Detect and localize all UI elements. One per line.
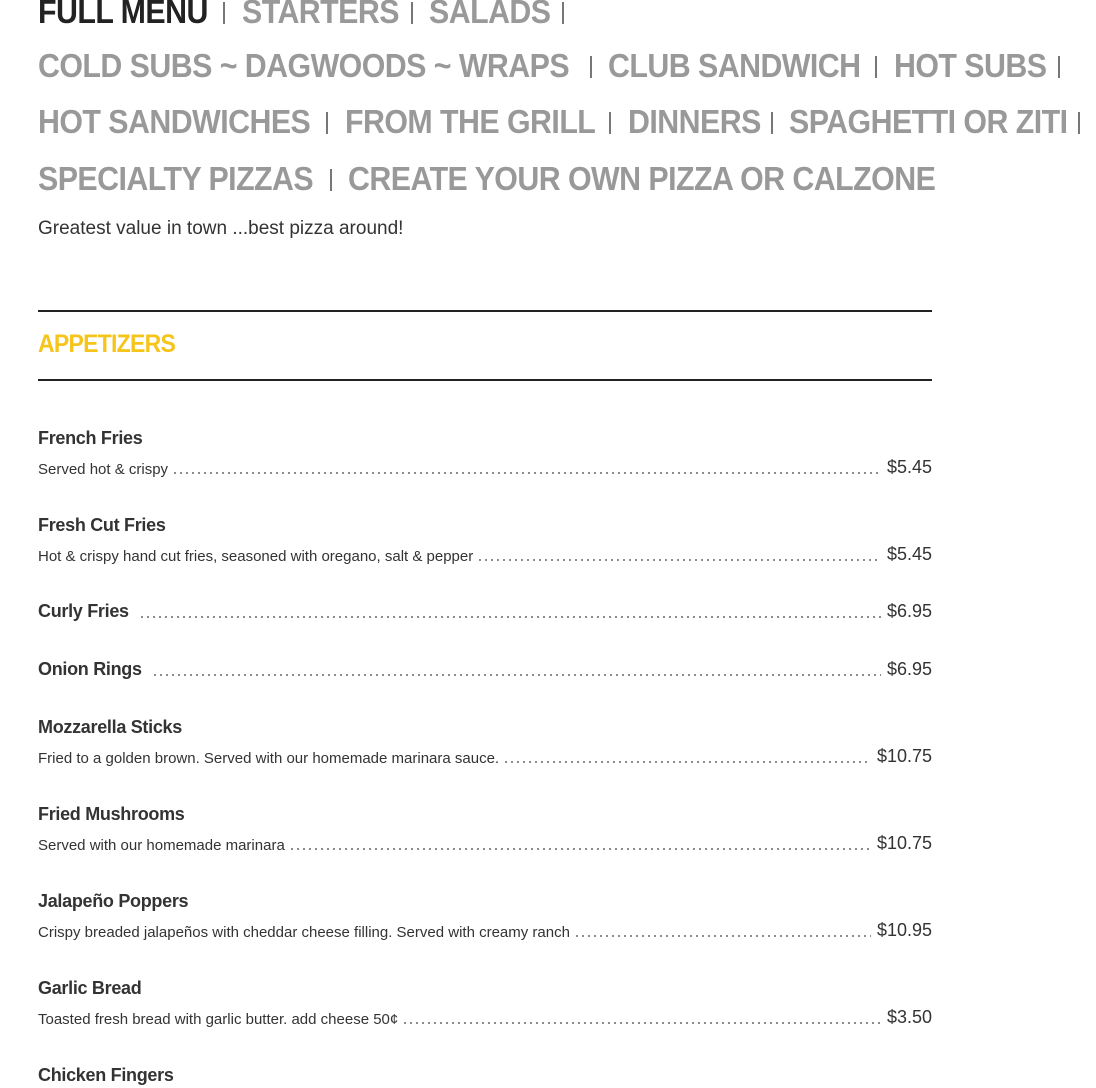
dot-leader [503, 761, 871, 763]
section-title: APPETIZERS [38, 330, 176, 358]
nav-salads[interactable]: SALADS [429, 0, 551, 30]
menu-item-name: Jalapeño Poppers [38, 891, 189, 911]
dot-leader [477, 559, 881, 561]
dot-leader [172, 472, 881, 474]
nav-hot-sandwiches[interactable]: HOT SANDWICHES [38, 103, 311, 140]
menu-item-name: Chicken Fingers [38, 1065, 174, 1085]
nav-separator [875, 56, 877, 78]
nav-separator [1058, 56, 1060, 78]
nav-full-menu[interactable]: FULL MENU [38, 0, 208, 30]
menu-item-name: Curly Fries [38, 601, 129, 621]
menu-item-name: Fresh Cut Fries [38, 515, 166, 535]
menu-item-name: Mozzarella Sticks [38, 717, 182, 737]
menu-item-row [38, 919, 932, 941]
menu-item-price: $10.95 [876, 920, 932, 940]
nav-separator [330, 169, 332, 191]
dot-leader [574, 935, 871, 937]
category-nav-line-2 [38, 44, 1060, 88]
nav-separator [609, 112, 611, 134]
dot-leader [402, 1022, 881, 1024]
menu-item-desc: Fried to a golden brown. Served with our homemade marinara sauce. [38, 750, 500, 767]
nav-separator [771, 112, 773, 134]
nav-club-sandwich[interactable]: CLUB SANDWICH [608, 47, 861, 84]
menu-item-price: $3.50 [886, 1007, 932, 1027]
nav-from-the-grill[interactable]: FROM THE GRILL [344, 103, 596, 140]
dot-leader [139, 616, 881, 618]
menu-item-row [38, 658, 932, 680]
nav-separator [411, 2, 413, 24]
nav-create-your-own[interactable]: CREATE YOUR OWN PIZZA OR CALZONE [347, 160, 936, 197]
menu-item-name: Garlic Bread [38, 978, 142, 998]
nav-specialty-pizzas[interactable]: SPECIALTY PIZZAS [38, 160, 314, 197]
menu-item-desc: Toasted fresh bread with garlic butter. add cheese 50¢ [38, 1011, 399, 1028]
menu-item-name: Onion Rings [38, 659, 142, 679]
menu-item-desc: Served with our homemade marinara [38, 837, 285, 854]
dot-leader [289, 848, 871, 850]
menu-item-name: French Fries [38, 428, 143, 448]
category-nav-line-3 [38, 100, 1080, 144]
nav-spaghetti-or-ziti[interactable]: SPAGHETTI OR ZITI [789, 103, 1068, 140]
category-nav-line-1 [38, 0, 564, 34]
nav-starters[interactable]: STARTERS [241, 0, 399, 30]
menu-item-row [38, 543, 932, 565]
menu-item-row [38, 832, 932, 854]
menu-item-price: $10.75 [876, 833, 932, 853]
nav-separator [223, 2, 225, 24]
menu-item-desc: Crispy breaded jalapeños with cheddar cheese filling. Served with creamy ranch [38, 924, 570, 941]
category-nav-line-4 [38, 157, 986, 201]
nav-dinners[interactable]: DINNERS [627, 103, 761, 140]
dot-leader [152, 674, 881, 676]
menu-item-price: $5.45 [886, 544, 932, 564]
menu-item-price: $6.95 [886, 659, 932, 679]
section-divider-bottom [38, 379, 932, 381]
menu-item-row [38, 600, 932, 622]
section-divider-top [38, 310, 932, 312]
tagline: Greatest value in town ...best pizza around! [38, 218, 404, 239]
nav-hot-subs[interactable]: HOT SUBS [893, 47, 1047, 84]
menu-item-row [38, 1006, 932, 1028]
menu-item-price: $5.45 [886, 457, 932, 477]
menu-item-desc: Served hot & crispy [38, 461, 169, 478]
nav-separator [562, 2, 564, 24]
menu-item-price: $10.75 [876, 746, 932, 766]
nav-separator [326, 112, 328, 134]
menu-item-row [38, 456, 932, 478]
menu-item-desc: Hot & crispy hand cut fries, seasoned with oregano, salt & pepper [38, 548, 474, 565]
nav-separator [1078, 112, 1080, 134]
menu-item-price: $6.95 [886, 601, 932, 621]
nav-cold-subs[interactable]: COLD SUBS ~ DAGWOODS ~ WRAPS [38, 47, 570, 84]
menu-item-row [38, 745, 932, 767]
menu-item-name: Fried Mushrooms [38, 804, 185, 824]
nav-separator [590, 56, 592, 78]
